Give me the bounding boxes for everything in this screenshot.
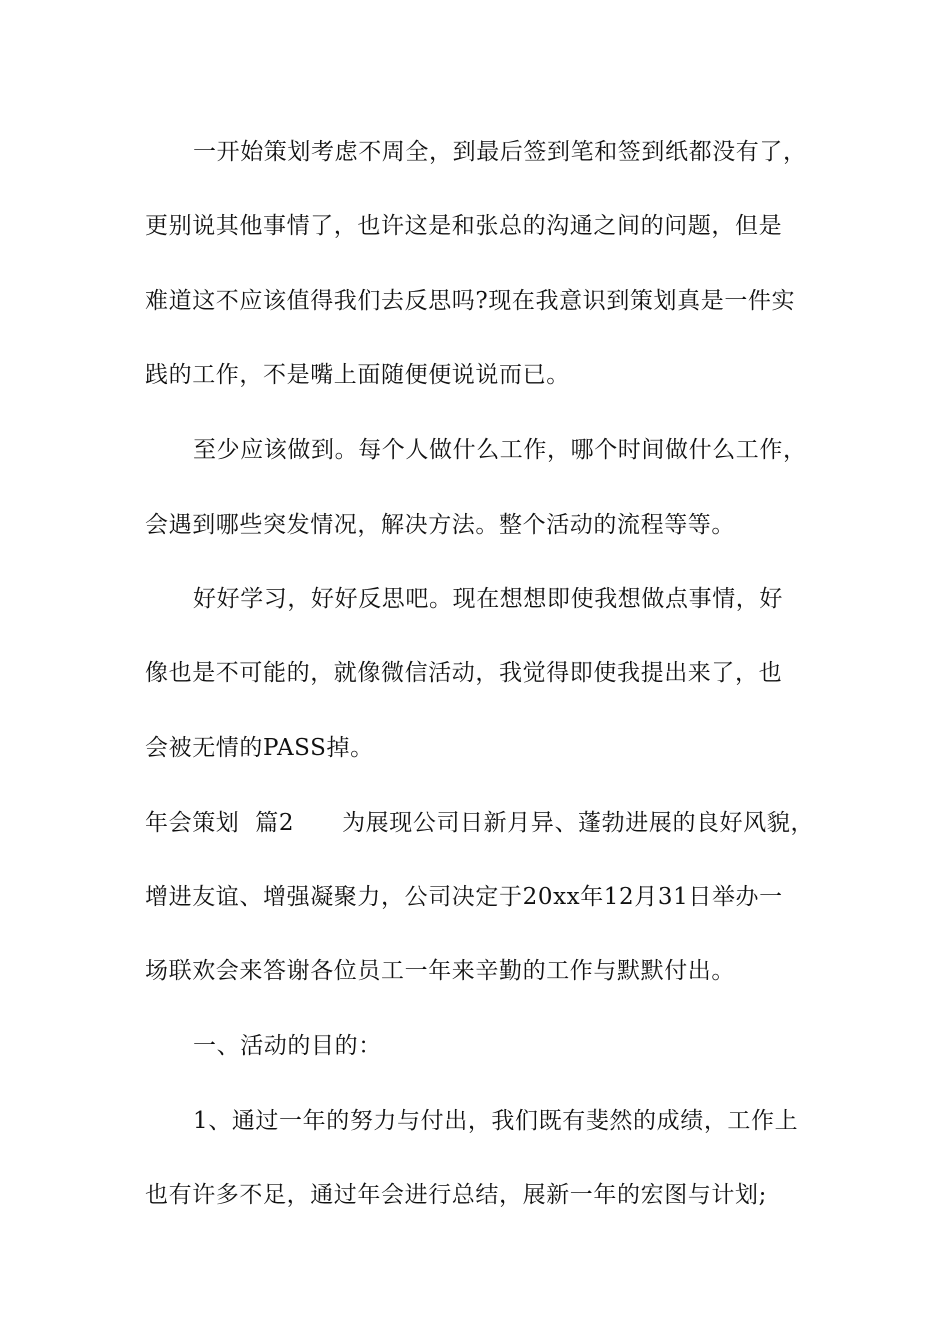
subheading-line: 一、活动的目的： xyxy=(193,1033,382,1059)
text-line: 场联欢会来答谢各位员工一年来辛勤的工作与默默付出。 xyxy=(145,958,735,984)
section-heading: 年会策划 篇2 xyxy=(145,810,295,836)
text-line: 更别说其他事情了，也许这是和张总的沟通之间的问题，但是 xyxy=(145,213,783,239)
text-line: 会被无情的PASS掉。 xyxy=(145,735,374,761)
text-line: 难道这不应该值得我们去反思吗?现在我意识到策划真是一件实 xyxy=(145,288,796,314)
text-line: 好好学习，好好反思吧。现在想想即使我想做点事情，好 xyxy=(193,586,783,612)
text-line: 增进友谊、增强凝聚力，公司决定于20xx年12月31日举办一 xyxy=(145,884,783,910)
text-line: 也有许多不足，通过年会进行总结，展新一年的宏图与计划; xyxy=(145,1182,767,1208)
text-line: 践的工作，不是嘴上面随便便说说而已。 xyxy=(145,362,570,388)
text-line: 像也是不可能的，就像微信活动，我觉得即使我提出来了，也 xyxy=(145,660,783,686)
text-line: 为展现公司日新月异、蓬勃进展的良好风貌， xyxy=(342,810,815,836)
text-line: 会遇到哪些突发情况，解决方法。整个活动的流程等等。 xyxy=(145,512,735,538)
text-line: 1、通过一年的努力与付出，我们既有斐然的成绩，工作上 xyxy=(193,1108,799,1134)
heading-line xyxy=(145,803,825,843)
text-line: 至少应该做到。每个人做什么工作，哪个时间做什么工作， xyxy=(193,437,807,463)
text-line: 一开始策划考虑不周全，到最后签到笔和签到纸都没有了， xyxy=(193,139,807,165)
